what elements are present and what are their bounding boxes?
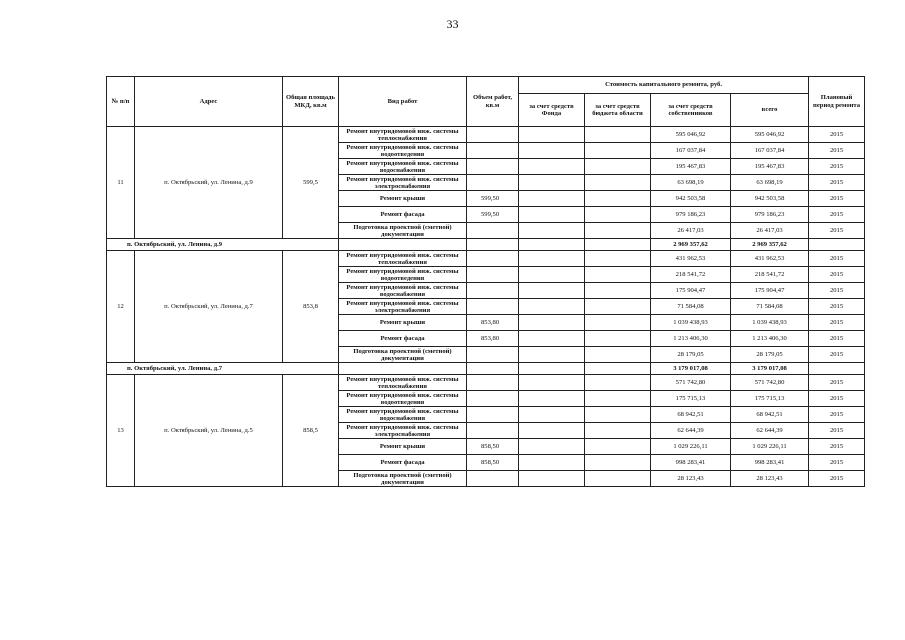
owners-cell: 28 123,43	[651, 471, 731, 487]
area-cell: 599,5	[283, 127, 339, 239]
owners-cell: 942 503,58	[651, 191, 731, 207]
work-type-cell: Ремонт крыши	[339, 315, 467, 331]
work-type-cell: Ремонт внутридомовой инж. системы электроснабжения	[339, 175, 467, 191]
total-cell: 218 541,72	[731, 267, 809, 283]
fund-cell	[519, 127, 585, 143]
regional-cell	[585, 423, 651, 439]
fund-cell	[519, 159, 585, 175]
volume-cell	[467, 283, 519, 299]
page-number: 33	[446, 17, 459, 31]
subtotal-total-cell: 2 969 357,62	[731, 239, 809, 251]
fund-cell	[519, 375, 585, 391]
fund-cell	[519, 423, 585, 439]
total-cell: 63 698,19	[731, 175, 809, 191]
regional-cell	[585, 375, 651, 391]
total-cell: 71 584,08	[731, 299, 809, 315]
regional-cell	[585, 191, 651, 207]
fund-cell	[519, 223, 585, 239]
total-cell: 68 942,51	[731, 407, 809, 423]
period-cell: 2015	[809, 331, 865, 347]
subtotal-fund-cell	[519, 239, 585, 251]
total-cell: 26 417,03	[731, 223, 809, 239]
fund-cell	[519, 251, 585, 267]
owners-cell: 571 742,80	[651, 375, 731, 391]
fund-cell	[519, 331, 585, 347]
total-cell: 998 283,41	[731, 455, 809, 471]
fund-cell	[519, 191, 585, 207]
regional-cell	[585, 347, 651, 363]
volume-cell	[467, 471, 519, 487]
address-cell: п. Октябрьский, ул. Ленина, д.5	[135, 375, 283, 487]
regional-cell	[585, 315, 651, 331]
subtotal-period-cell	[809, 239, 865, 251]
col-header-regional: за счет средств бюджета области	[585, 94, 651, 127]
work-type-cell: Ремонт внутридомовой инж. системы теплоснабжения	[339, 127, 467, 143]
total-cell: 571 742,80	[731, 375, 809, 391]
subtotal-regional-cell	[585, 239, 651, 251]
total-cell: 1 213 406,30	[731, 331, 809, 347]
subtotal-row	[107, 363, 865, 375]
col-header-work-type: Вид работ	[339, 77, 467, 127]
fund-cell	[519, 407, 585, 423]
volume-cell	[467, 143, 519, 159]
table-row	[107, 127, 865, 143]
work-type-cell: Ремонт внутридомовой инж. системы водоснабжения	[339, 283, 467, 299]
total-cell: 175 715,13	[731, 391, 809, 407]
area-cell: 853,8	[283, 251, 339, 363]
period-cell: 2015	[809, 143, 865, 159]
volume-cell	[467, 175, 519, 191]
volume-cell	[467, 299, 519, 315]
owners-cell: 979 186,23	[651, 207, 731, 223]
col-header-area: Общая площадь МКД, кв.м	[283, 77, 339, 127]
col-header-fund: за счет средств Фонда	[519, 94, 585, 127]
total-cell: 28 179,05	[731, 347, 809, 363]
work-type-cell: Ремонт фасада	[339, 331, 467, 347]
work-type-cell: Подготовка проектной (сметной) документации	[339, 471, 467, 487]
period-cell: 2015	[809, 299, 865, 315]
volume-cell	[467, 267, 519, 283]
regional-cell	[585, 223, 651, 239]
subtotal-label: п. Октябрьский, ул. Ленина, д.7	[107, 363, 339, 375]
period-cell: 2015	[809, 439, 865, 455]
regional-cell	[585, 299, 651, 315]
subtotal-owners-cell: 3 179 017,08	[651, 363, 731, 375]
total-cell: 1 029 226,11	[731, 439, 809, 455]
subtotal-owners-cell: 2 969 357,62	[651, 239, 731, 251]
work-type-cell: Ремонт внутридомовой инж. системы электроснабжения	[339, 423, 467, 439]
volume-cell: 858,50	[467, 455, 519, 471]
work-type-cell: Ремонт внутридомовой инж. системы электроснабжения	[339, 299, 467, 315]
period-cell: 2015	[809, 471, 865, 487]
work-type-cell: Ремонт крыши	[339, 439, 467, 455]
fund-cell	[519, 175, 585, 191]
owners-cell: 218 541,72	[651, 267, 731, 283]
row-number: 12	[107, 251, 135, 363]
period-cell: 2015	[809, 391, 865, 407]
fund-cell	[519, 267, 585, 283]
volume-cell: 853,80	[467, 331, 519, 347]
regional-cell	[585, 391, 651, 407]
subtotal-total-cell: 3 179 017,08	[731, 363, 809, 375]
work-type-cell: Ремонт внутридомовой инж. системы теплоснабжения	[339, 375, 467, 391]
total-cell: 979 186,23	[731, 207, 809, 223]
col-header-address: Адрес	[135, 77, 283, 127]
period-cell: 2015	[809, 191, 865, 207]
work-type-cell: Подготовка проектной (сметной) документации	[339, 347, 467, 363]
period-cell: 2015	[809, 375, 865, 391]
col-header-no: № п/п	[107, 77, 135, 127]
fund-cell	[519, 347, 585, 363]
regional-cell	[585, 267, 651, 283]
total-cell: 28 123,43	[731, 471, 809, 487]
fund-cell	[519, 391, 585, 407]
total-cell: 1 039 438,93	[731, 315, 809, 331]
table-row	[107, 375, 865, 391]
regional-cell	[585, 471, 651, 487]
work-type-cell: Ремонт фасада	[339, 207, 467, 223]
owners-cell: 1 213 406,30	[651, 331, 731, 347]
volume-cell	[467, 423, 519, 439]
period-cell: 2015	[809, 423, 865, 439]
fund-cell	[519, 207, 585, 223]
work-type-cell: Ремонт крыши	[339, 191, 467, 207]
total-cell: 175 904,47	[731, 283, 809, 299]
period-cell: 2015	[809, 175, 865, 191]
volume-cell: 599,50	[467, 207, 519, 223]
subtotal-work-cell	[339, 363, 467, 375]
work-type-cell: Ремонт внутридомовой инж. системы водоотведения	[339, 143, 467, 159]
subtotal-work-cell	[339, 239, 467, 251]
regional-cell	[585, 143, 651, 159]
fund-cell	[519, 455, 585, 471]
regional-cell	[585, 283, 651, 299]
col-header-period: Плановый период ремонта	[809, 77, 865, 127]
period-cell: 2015	[809, 455, 865, 471]
subtotal-volume-cell	[467, 363, 519, 375]
owners-cell: 1 029 226,11	[651, 439, 731, 455]
total-cell: 431 962,53	[731, 251, 809, 267]
regional-cell	[585, 439, 651, 455]
total-cell: 942 503,58	[731, 191, 809, 207]
owners-cell: 195 467,83	[651, 159, 731, 175]
total-cell: 195 467,83	[731, 159, 809, 175]
fund-cell	[519, 283, 585, 299]
subtotal-label: п. Октябрьский, ул. Ленина, д.9	[107, 239, 339, 251]
regional-cell	[585, 455, 651, 471]
total-cell: 167 037,84	[731, 143, 809, 159]
owners-cell: 998 283,41	[651, 455, 731, 471]
col-header-volume: Объем работ, кв.м	[467, 77, 519, 127]
owners-cell: 28 179,05	[651, 347, 731, 363]
volume-cell	[467, 347, 519, 363]
address-cell: п. Октябрьский, ул. Ленина, д.7	[135, 251, 283, 363]
regional-cell	[585, 175, 651, 191]
subtotal-regional-cell	[585, 363, 651, 375]
work-type-cell: Ремонт внутридомовой инж. системы водоотведения	[339, 391, 467, 407]
col-header-total: всего	[731, 94, 809, 127]
address-cell: п. Октябрьский, ул. Ленина, д.9	[135, 127, 283, 239]
subtotal-period-cell	[809, 363, 865, 375]
owners-cell: 595 046,92	[651, 127, 731, 143]
work-type-cell: Ремонт внутридомовой инж. системы водоснабжения	[339, 159, 467, 175]
volume-cell: 853,80	[467, 315, 519, 331]
total-cell: 62 644,39	[731, 423, 809, 439]
volume-cell	[467, 159, 519, 175]
owners-cell: 62 644,39	[651, 423, 731, 439]
period-cell: 2015	[809, 127, 865, 143]
work-type-cell: Ремонт внутридомовой инж. системы водоотведения	[339, 267, 467, 283]
regional-cell	[585, 159, 651, 175]
work-type-cell: Ремонт внутридомовой инж. системы теплоснабжения	[339, 251, 467, 267]
work-type-cell: Подготовка проектной (сметной) документации	[339, 223, 467, 239]
regional-cell	[585, 127, 651, 143]
area-cell: 858,5	[283, 375, 339, 487]
col-header-owners: за счет средств собственников	[651, 94, 731, 127]
fund-cell	[519, 471, 585, 487]
period-cell: 2015	[809, 223, 865, 239]
fund-cell	[519, 439, 585, 455]
volume-cell	[467, 375, 519, 391]
header-row-1	[107, 77, 865, 94]
table-body	[107, 127, 865, 487]
period-cell: 2015	[809, 251, 865, 267]
regional-cell	[585, 251, 651, 267]
regional-cell	[585, 407, 651, 423]
owners-cell: 26 417,03	[651, 223, 731, 239]
regional-cell	[585, 331, 651, 347]
work-type-cell: Ремонт фасада	[339, 455, 467, 471]
subtotal-fund-cell	[519, 363, 585, 375]
owners-cell: 71 584,08	[651, 299, 731, 315]
volume-cell: 858,50	[467, 439, 519, 455]
volume-cell	[467, 391, 519, 407]
period-cell: 2015	[809, 347, 865, 363]
subtotal-volume-cell	[467, 239, 519, 251]
volume-cell	[467, 127, 519, 143]
volume-cell	[467, 223, 519, 239]
capital-repair-table	[106, 76, 865, 487]
total-cell: 595 046,92	[731, 127, 809, 143]
table-row	[107, 251, 865, 267]
period-cell: 2015	[809, 283, 865, 299]
fund-cell	[519, 143, 585, 159]
owners-cell: 175 715,13	[651, 391, 731, 407]
owners-cell: 63 698,19	[651, 175, 731, 191]
owners-cell: 1 039 438,93	[651, 315, 731, 331]
col-header-cost-group: Стоимость капитального ремонта, руб.	[519, 77, 809, 94]
fund-cell	[519, 315, 585, 331]
volume-cell	[467, 251, 519, 267]
owners-cell: 167 037,84	[651, 143, 731, 159]
period-cell: 2015	[809, 159, 865, 175]
row-number: 11	[107, 127, 135, 239]
owners-cell: 68 942,51	[651, 407, 731, 423]
regional-cell	[585, 207, 651, 223]
subtotal-row	[107, 239, 865, 251]
period-cell: 2015	[809, 267, 865, 283]
row-number: 13	[107, 375, 135, 487]
owners-cell: 175 904,47	[651, 283, 731, 299]
period-cell: 2015	[809, 407, 865, 423]
volume-cell	[467, 407, 519, 423]
work-type-cell: Ремонт внутридомовой инж. системы водоснабжения	[339, 407, 467, 423]
volume-cell: 599,50	[467, 191, 519, 207]
period-cell: 2015	[809, 315, 865, 331]
owners-cell: 431 962,53	[651, 251, 731, 267]
fund-cell	[519, 299, 585, 315]
period-cell: 2015	[809, 207, 865, 223]
